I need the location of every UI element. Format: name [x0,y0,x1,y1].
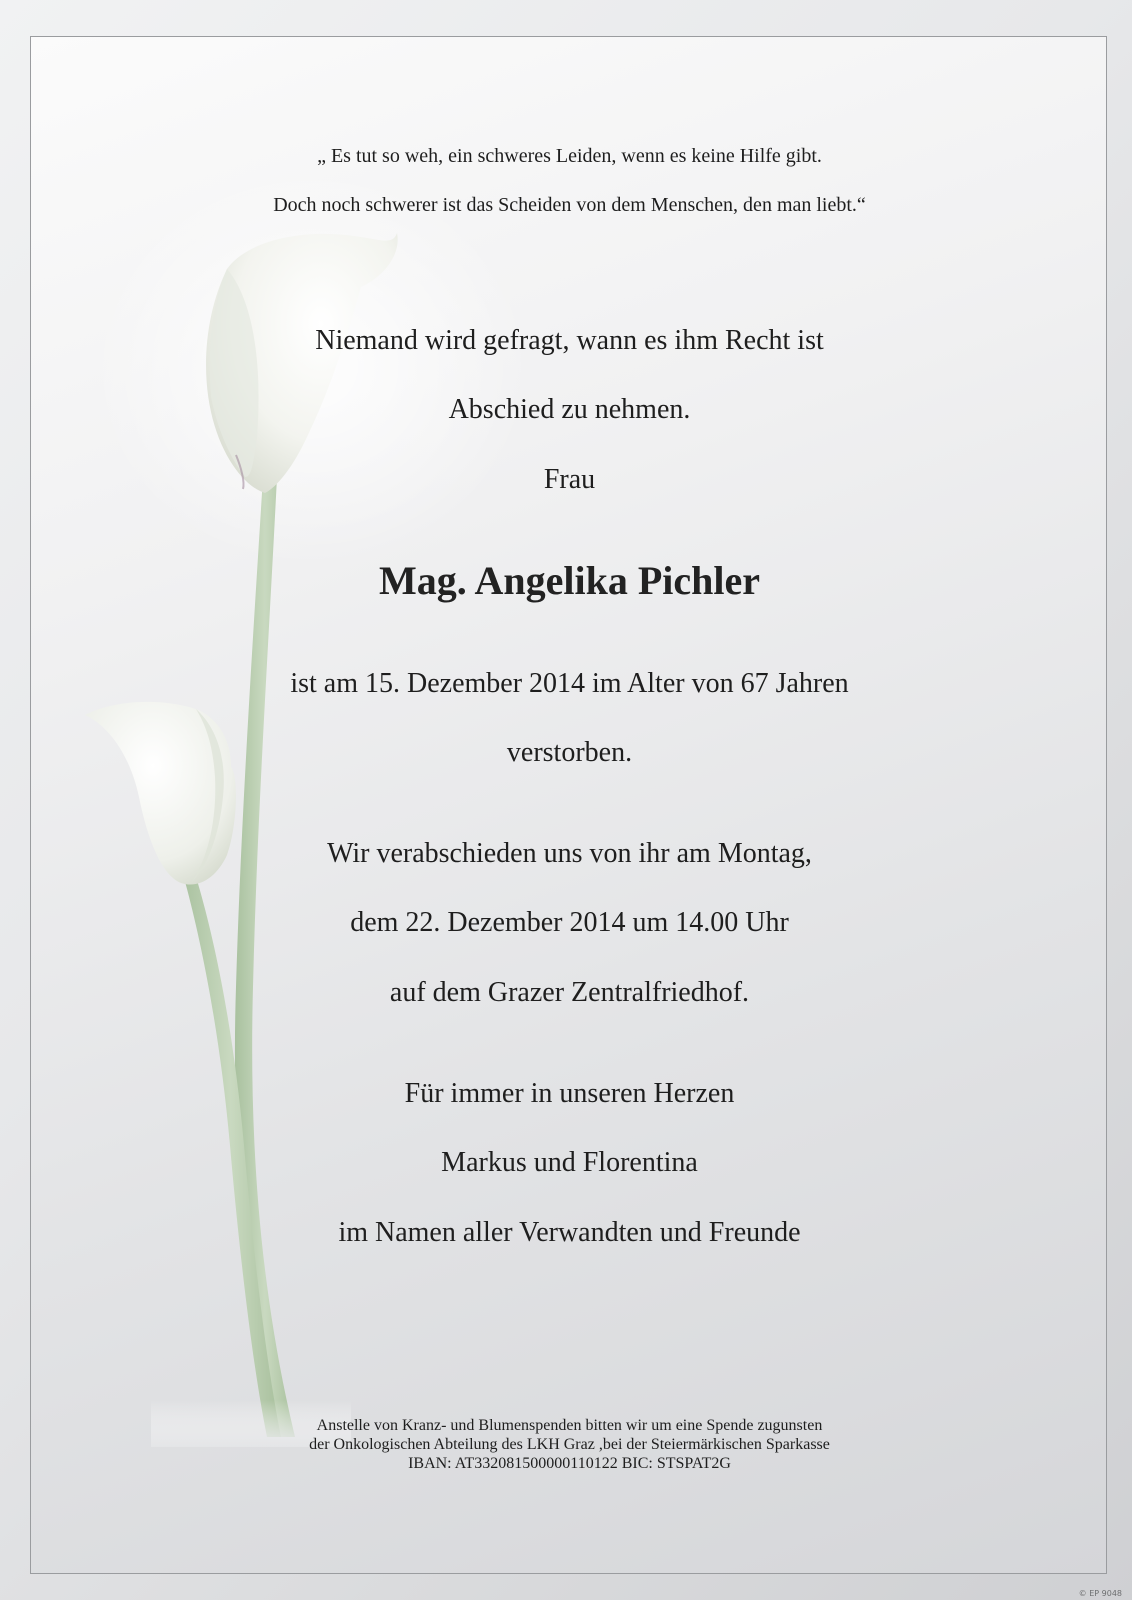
farewell-line-2: dem 22. Dezember 2014 um 14.00 Uhr [350,907,789,938]
deceased-name: Mag. Angelika Pichler [378,558,761,603]
farewell-line-3: auf dem Grazer Zentralfriedhof. [389,977,750,1008]
calla-lily-illustration [31,37,1107,1574]
donation-line-2: der Onkologischen Abteilung des LKH Graz ,bei der Steiermärkischen Sparkasse [309,1436,830,1453]
quote-line-1: „ Es tut so weh, ein schweres Leiden, wenn es keine Hilfe gibt. [317,145,822,167]
print-code: © EP 9048 [1078,1589,1122,1598]
death-notice-line-2: verstorben. [506,737,633,768]
closing-line-1: Für immer in unseren Herzen [404,1078,735,1109]
closing-line-3: im Namen aller Verwandten und Freunde [338,1217,801,1248]
death-notice-line-1: ist am 15. Dezember 2014 im Alter von 67 Jahren [290,668,849,699]
closing-line-2: Markus und Florentina [441,1147,698,1178]
salutation: Frau [543,464,596,495]
obituary-frame [30,36,1107,1574]
donation-line-1: Anstelle von Kranz- und Blumenspenden bitten wir um eine Spende zugunsten [316,1417,823,1434]
donation-line-3: IBAN: AT332081500000110122 BIC: STSPAT2G [408,1455,731,1472]
intro-line-1: Niemand wird gefragt, wann es ihm Recht ist [315,325,824,356]
farewell-line-1: Wir verabschieden uns von ihr am Montag, [327,838,812,869]
quote-line-2: Doch noch schwerer ist das Scheiden von dem Menschen, den man liebt.“ [273,194,866,216]
intro-line-2: Abschied zu nehmen. [448,394,691,425]
